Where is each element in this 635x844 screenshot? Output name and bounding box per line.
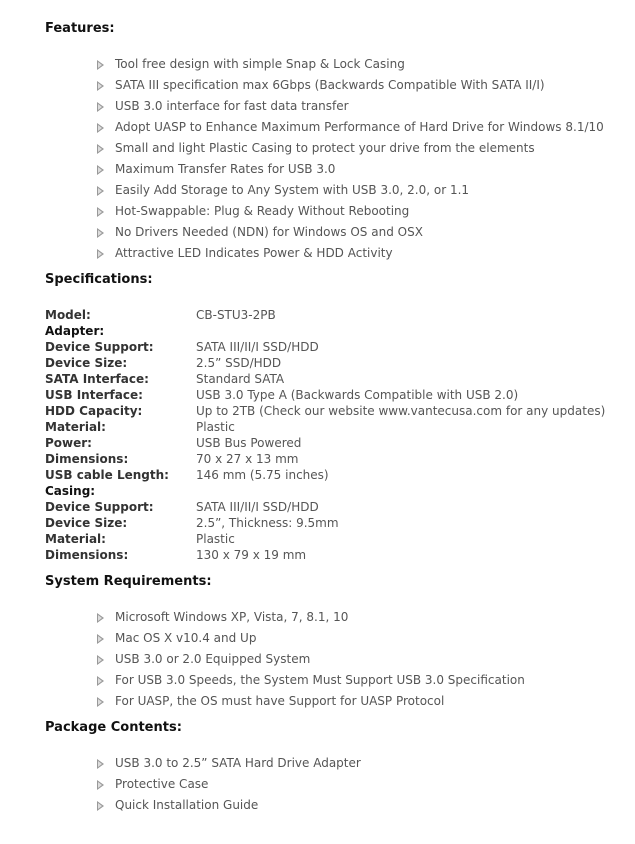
- spec-row: [45, 339, 605, 355]
- package-item-text: Quick Installation Guide: [115, 798, 259, 812]
- list-item: [95, 117, 604, 138]
- spec-label: Device Support:: [45, 340, 154, 354]
- list-item: [95, 243, 604, 264]
- bullet-arrow-icon: [97, 613, 104, 623]
- spec-value: SATA III/II/I SSD/HDD: [196, 340, 319, 354]
- bullet-arrow-icon: [97, 780, 104, 790]
- package-item-text: Protective Case: [115, 777, 209, 791]
- specifications-table: [45, 307, 605, 563]
- list-item: [95, 649, 525, 670]
- spec-label: USB Interface:: [45, 388, 143, 402]
- bullet-arrow-icon: [97, 60, 104, 70]
- list-item: [95, 753, 361, 774]
- list-item: [95, 201, 604, 222]
- bullet-arrow-icon: [97, 759, 104, 769]
- bullet-arrow-icon: [97, 102, 104, 112]
- spec-row: [45, 371, 605, 387]
- bullet-arrow-icon: [97, 123, 104, 133]
- spec-row: [45, 355, 605, 371]
- feature-text: Maximum Transfer Rates for USB 3.0: [115, 162, 336, 176]
- spec-row: [45, 467, 605, 483]
- features-list: [95, 54, 604, 264]
- bullet-arrow-icon: [97, 801, 104, 811]
- spec-value: CB-STU3-2PB: [196, 308, 276, 322]
- spec-label: Dimensions:: [45, 452, 129, 466]
- spec-label: Power:: [45, 436, 92, 450]
- feature-text: USB 3.0 interface for fast data transfer: [115, 99, 349, 113]
- spec-value: 146 mm (5.75 inches): [196, 468, 329, 482]
- spec-label: Device Support:: [45, 500, 154, 514]
- feature-text: Adopt UASP to Enhance Maximum Performance of Hard Drive for Windows 8.1/10: [115, 120, 604, 134]
- spec-value: Plastic: [196, 532, 235, 546]
- spec-row: [45, 515, 605, 531]
- spec-label: HDD Capacity:: [45, 404, 143, 418]
- list-item: [95, 75, 604, 96]
- features-heading: Features:: [45, 21, 115, 36]
- requirement-text: USB 3.0 or 2.0 Equipped System: [115, 652, 311, 666]
- bullet-arrow-icon: [97, 186, 104, 196]
- list-item: [95, 691, 525, 712]
- spec-value: Up to 2TB (Check our website www.vantecusa.com for any updates): [196, 404, 606, 418]
- spec-value: USB 3.0 Type A (Backwards Compatible with USB 2.0): [196, 388, 519, 402]
- spec-label: Material:: [45, 420, 106, 434]
- spec-row: [45, 435, 605, 451]
- requirement-text: For USB 3.0 Speeds, the System Must Support USB 3.0 Specification: [115, 673, 525, 687]
- spec-row: [45, 499, 605, 515]
- package-contents-heading: Package Contents:: [45, 720, 182, 735]
- spec-row: [45, 403, 605, 419]
- spec-row: [45, 547, 605, 563]
- system-requirements-heading: System Requirements:: [45, 574, 212, 589]
- spec-row: [45, 451, 605, 467]
- list-item: [95, 670, 525, 691]
- bullet-arrow-icon: [97, 228, 104, 238]
- feature-text: Easily Add Storage to Any System with USB 3.0, 2.0, or 1.1: [115, 183, 470, 197]
- requirement-text: For UASP, the OS must have Support for UASP Protocol: [115, 694, 445, 708]
- list-item: [95, 96, 604, 117]
- spec-label: Material:: [45, 532, 106, 546]
- spec-value: Plastic: [196, 420, 235, 434]
- spec-row: [45, 387, 605, 403]
- bullet-arrow-icon: [97, 207, 104, 217]
- system-requirements-list: [95, 607, 525, 712]
- feature-text: Attractive LED Indicates Power & HDD Activity: [115, 246, 393, 260]
- bullet-arrow-icon: [97, 655, 104, 665]
- spec-value: 130 x 79 x 19 mm: [196, 548, 307, 562]
- list-item: [95, 607, 525, 628]
- feature-text: SATA III specification max 6Gbps (Backwards Compatible With SATA II/I): [115, 78, 545, 92]
- bullet-arrow-icon: [97, 144, 104, 154]
- spec-value: 70 x 27 x 13 mm: [196, 452, 299, 466]
- spec-value: SATA III/II/I SSD/HDD: [196, 500, 319, 514]
- feature-text: Hot-Swappable: Plug & Ready Without Rebooting: [115, 204, 410, 218]
- bullet-arrow-icon: [97, 165, 104, 175]
- spec-label: Dimensions:: [45, 548, 129, 562]
- spec-row: [45, 531, 605, 547]
- package-item-text: USB 3.0 to 2.5” SATA Hard Drive Adapter: [115, 756, 361, 770]
- list-item: [95, 222, 604, 243]
- spec-value: 2.5”, Thickness: 9.5mm: [196, 516, 339, 530]
- spec-row-model: [45, 307, 605, 323]
- bullet-arrow-icon: [97, 81, 104, 91]
- list-item: [95, 138, 604, 159]
- specifications-heading: Specifications:: [45, 272, 153, 287]
- spec-label: Device Size:: [45, 516, 128, 530]
- list-item: [95, 628, 525, 649]
- list-item: [95, 795, 361, 816]
- spec-label: Device Size:: [45, 356, 128, 370]
- list-item: [95, 159, 604, 180]
- list-item: [95, 180, 604, 201]
- bullet-arrow-icon: [97, 249, 104, 259]
- spec-label: Model:: [45, 308, 91, 322]
- casing-subheading: Casing:: [45, 484, 96, 498]
- bullet-arrow-icon: [97, 634, 104, 644]
- list-item: [95, 774, 361, 795]
- bullet-arrow-icon: [97, 676, 104, 686]
- spec-row: [45, 419, 605, 435]
- spec-value: USB Bus Powered: [196, 436, 302, 450]
- list-item: [95, 54, 604, 75]
- requirement-text: Mac OS X v10.4 and Up: [115, 631, 257, 645]
- bullet-arrow-icon: [97, 697, 104, 707]
- feature-text: Small and light Plastic Casing to protect your drive from the elements: [115, 141, 535, 155]
- spec-value: Standard SATA: [196, 372, 285, 386]
- spec-label: USB cable Length:: [45, 468, 169, 482]
- package-contents-list: [95, 753, 361, 816]
- requirement-text: Microsoft Windows XP, Vista, 7, 8.1, 10: [115, 610, 349, 624]
- adapter-subheading: Adapter:: [45, 324, 105, 338]
- spec-value: 2.5” SSD/HDD: [196, 356, 282, 370]
- feature-text: No Drivers Needed (NDN) for Windows OS and OSX: [115, 225, 423, 239]
- spec-label: SATA Interface:: [45, 372, 149, 386]
- feature-text: Tool free design with simple Snap & Lock Casing: [115, 57, 405, 71]
